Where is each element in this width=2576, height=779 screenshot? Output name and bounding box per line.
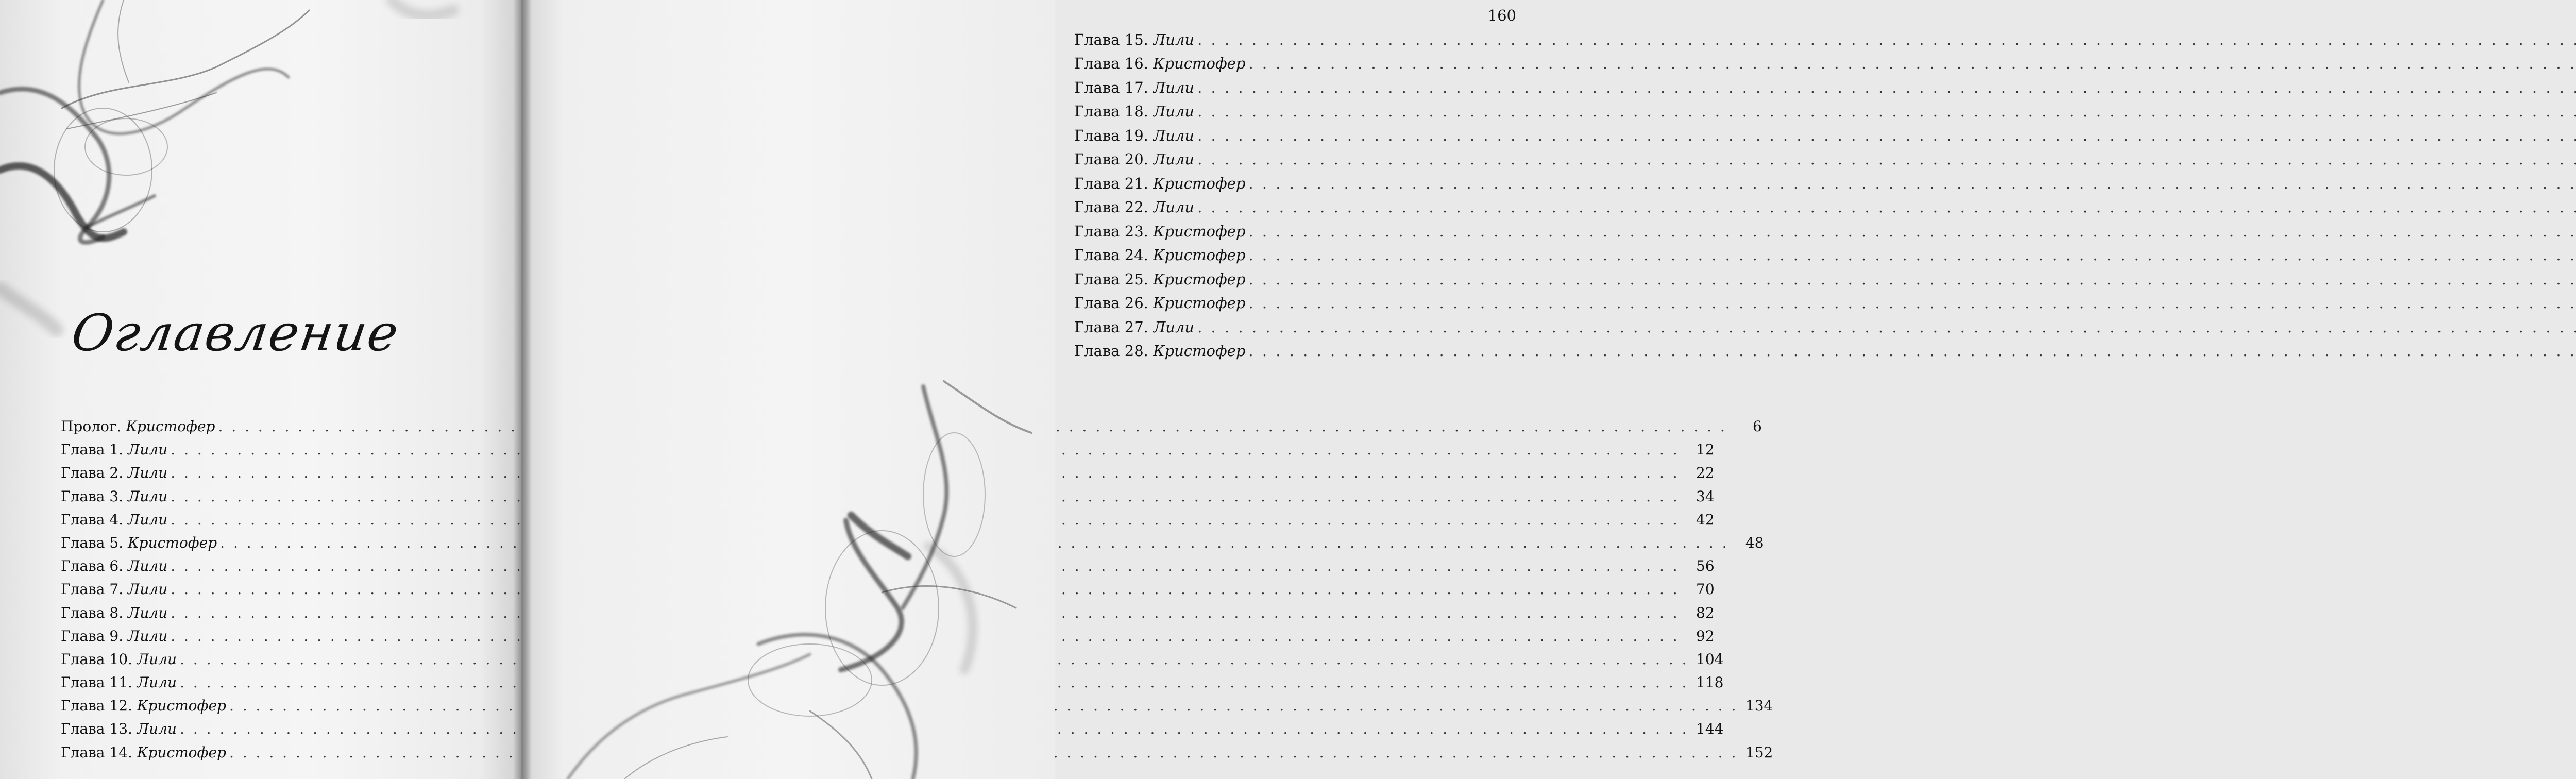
- toc-entry: [61, 557, 1715, 581]
- toc-entry-label: [1074, 127, 1194, 144]
- toc-page-number: 118: [1696, 674, 1724, 691]
- toc-entry-label: [61, 464, 167, 481]
- toc-narrator-name: Лили: [1153, 126, 1195, 144]
- toc-entry-label: [1074, 175, 1245, 192]
- toc-entry-label: [61, 697, 226, 714]
- toc-entry: [1074, 127, 1516, 151]
- toc-list-left: [61, 418, 1773, 767]
- toc-chapter-number: Глава 16.: [1074, 55, 1154, 72]
- toc-page-number: 56: [1696, 557, 1715, 575]
- toc-entry: [1074, 31, 1516, 55]
- right-page: [521, 0, 1516, 779]
- toc-narrator-name: Лили: [128, 464, 168, 482]
- toc-entry-label: [61, 557, 167, 574]
- toc-entry-label: [61, 488, 167, 505]
- toc-chapter-number: Глава 3.: [61, 487, 128, 505]
- toc-list-right: [1074, 7, 1516, 366]
- toc-dot-leader: [1248, 246, 2576, 264]
- toc-entry: [1074, 318, 1516, 343]
- toc-entry-label: [1074, 294, 1245, 312]
- toc-narrator-name: Лили: [1153, 78, 1195, 96]
- toc-narrator-name: Кристофер: [126, 418, 215, 435]
- toc-chapter-number: Глава 19.: [1074, 126, 1154, 144]
- toc-entry-label: [1074, 342, 1245, 360]
- toc-entry-label: [61, 628, 167, 645]
- toc-chapter-number: Глава 7.: [61, 581, 128, 598]
- toc-chapter-number: Глава 2.: [61, 464, 128, 482]
- toc-entry-label: [1074, 79, 1194, 96]
- toc-dot-leader: [1197, 79, 2576, 96]
- toc-entry-label: [1074, 223, 1245, 240]
- toc-entry: [61, 650, 1724, 674]
- book-spine-shadow: [513, 0, 532, 779]
- toc-entry: [1074, 342, 1516, 366]
- toc-narrator-name: Лили: [1153, 318, 1195, 336]
- toc-narrator-name: Лили: [128, 441, 168, 459]
- toc-entry: [1074, 103, 1516, 127]
- toc-chapter-number: Глава 17.: [1074, 78, 1154, 96]
- toc-narrator-name: Кристофер: [1153, 342, 1246, 360]
- toc-entry: [61, 743, 1773, 767]
- toc-narrator-name: Лили: [1153, 30, 1195, 48]
- toc-entry-label: [61, 441, 167, 458]
- toc-entry: [61, 674, 1724, 697]
- toc-entry: [61, 418, 1762, 441]
- toc-entry-label: [1074, 31, 1194, 48]
- toc-page-number: 160: [1487, 7, 1516, 24]
- toc-dot-leader: [1197, 150, 2576, 168]
- toc-entry: [1074, 270, 1516, 295]
- toc-entry-label: [61, 651, 177, 668]
- toc-chapter-number: Глава 5.: [61, 534, 128, 551]
- toc-entry-label: [61, 744, 226, 761]
- toc-dot-leader: [1248, 294, 2576, 312]
- toc-narrator-name: Лили: [128, 627, 168, 645]
- toc-entry-label: [61, 720, 177, 737]
- toc-narrator-name: Лили: [128, 604, 168, 621]
- toc-entry: [1074, 246, 1516, 270]
- toc-entry: [61, 581, 1715, 604]
- toc-entry: [61, 697, 1773, 720]
- toc-narrator-name: Лили: [1153, 103, 1195, 120]
- toc-dot-leader: [1197, 318, 2576, 336]
- toc-page-number: 134: [1745, 697, 1773, 715]
- toc-entry: [61, 720, 1724, 743]
- toc-chapter-number: Глава 27.: [1074, 318, 1154, 336]
- toc-page-number: 48: [1745, 534, 1764, 551]
- toc-narrator-name: Лили: [137, 720, 177, 738]
- toc-chapter-number: Глава 18.: [1074, 103, 1154, 120]
- toc-dot-leader: [1248, 223, 2576, 240]
- toc-entry: [1074, 223, 1516, 247]
- toc-entry-label: [1074, 318, 1194, 336]
- toc-chapter-number: Глава 8.: [61, 604, 128, 621]
- toc-narrator-name: Кристофер: [1153, 174, 1246, 192]
- toc-chapter-number: Глава 12.: [61, 697, 137, 715]
- toc-entry-label: [1074, 103, 1194, 120]
- toc-narrator-name: Лили: [1153, 198, 1195, 216]
- toc-narrator-name: Кристофер: [137, 743, 226, 761]
- toc-entry-label: [61, 534, 217, 551]
- toc-page-number: 82: [1696, 604, 1715, 621]
- toc-entry-label: [61, 604, 167, 621]
- toc-entry: [1074, 175, 1516, 199]
- toc-entry: [61, 627, 1715, 651]
- toc-page-number: 104: [1696, 650, 1724, 668]
- toc-entry: [1074, 79, 1516, 103]
- toc-page-number: 152: [1745, 743, 1773, 761]
- toc-chapter-number: Глава 11.: [61, 674, 137, 691]
- toc-entry: [61, 487, 1715, 511]
- toc-dot-leader: [1248, 270, 2576, 288]
- toc-entry: [1074, 198, 1516, 223]
- toc-narrator-name: Кристофер: [1153, 55, 1246, 72]
- toc-chapter-number: Глава 23.: [1074, 222, 1154, 240]
- toc-narrator-name: Лили: [128, 487, 168, 505]
- toc-page-number: 6: [1753, 418, 1762, 435]
- toc-entry: [61, 464, 1715, 487]
- toc-chapter-number: Глава 21.: [1074, 174, 1154, 192]
- toc-chapter-number: Глава 20.: [1074, 150, 1154, 168]
- toc-page-number: 12: [1696, 441, 1715, 459]
- toc-entry-label: [61, 511, 167, 528]
- toc-narrator-name: Лили: [137, 650, 177, 668]
- toc-entry: [61, 534, 1764, 557]
- toc-entry-label: [1074, 246, 1245, 264]
- toc-narrator-name: Кристофер: [1153, 246, 1246, 264]
- toc-dot-leader: [1197, 127, 2576, 144]
- toc-chapter-number: Глава 22.: [1074, 198, 1154, 216]
- toc-narrator-name: Лили: [128, 511, 168, 528]
- toc-page-number: 70: [1696, 581, 1715, 598]
- toc-page-number: 92: [1696, 627, 1715, 645]
- toc-entry-label: [1074, 198, 1194, 216]
- toc-chapter-number: Глава 25.: [1074, 270, 1154, 288]
- toc-entry-label: [61, 418, 215, 435]
- toc-page-number: 42: [1696, 511, 1715, 528]
- toc-chapter-number: Глава 1.: [61, 441, 128, 459]
- toc-dot-leader: [1248, 175, 2576, 192]
- toc-entry: [1074, 55, 1516, 79]
- toc-entry: [1074, 150, 1516, 175]
- smoke-decoration-bottom-right: [521, 0, 1055, 779]
- toc-narrator-name: Кристофер: [1153, 294, 1246, 312]
- toc-page-number: 144: [1696, 720, 1724, 738]
- toc-chapter-number: Глава 10.: [61, 650, 137, 668]
- toc-entry: [1074, 7, 1516, 31]
- toc-entry-label: [61, 581, 167, 598]
- toc-dot-leader: [1197, 31, 2576, 48]
- toc-chapter-number: Глава 13.: [61, 720, 137, 738]
- toc-entry: [1074, 294, 1516, 318]
- toc-dot-leader: [1197, 198, 2576, 216]
- toc-entry: [61, 511, 1715, 534]
- toc-narrator-name: Лили: [128, 581, 168, 598]
- toc-entry: [61, 441, 1715, 464]
- toc-narrator-name: Кристофер: [128, 534, 217, 551]
- toc-narrator-name: Лили: [1153, 150, 1195, 168]
- toc-entry-label: [1074, 150, 1194, 168]
- toc-narrator-name: Кристофер: [1153, 270, 1246, 288]
- toc-chapter-number: Глава 9.: [61, 627, 128, 645]
- toc-page-number: 34: [1696, 487, 1715, 505]
- toc-narrator-name: Лили: [128, 557, 168, 575]
- toc-page-number: 22: [1696, 464, 1715, 482]
- toc-dot-leader: [1197, 103, 2576, 120]
- toc-chapter-number: Глава 15.: [1074, 30, 1154, 48]
- toc-chapter-number: Глава 4.: [61, 511, 128, 528]
- toc-entry-label: [1074, 270, 1245, 288]
- toc-chapter-number: Глава 6.: [61, 557, 128, 575]
- toc-entry-label: [61, 674, 177, 691]
- toc-dot-leader: [1248, 342, 2576, 360]
- toc-narrator-name: Кристофер: [1153, 222, 1246, 240]
- toc-entry-label: [1074, 55, 1245, 72]
- toc-chapter-number: Глава 28.: [1074, 342, 1154, 360]
- toc-narrator-name: Кристофер: [137, 697, 226, 715]
- toc-entry: [61, 604, 1715, 628]
- toc-chapter-number: Пролог.: [61, 418, 126, 435]
- toc-title: Оглавление: [67, 304, 403, 363]
- toc-chapter-number: Глава 14.: [61, 743, 137, 761]
- toc-narrator-name: Лили: [137, 674, 177, 691]
- toc-dot-leader: [1248, 55, 2576, 72]
- toc-chapter-number: Глава 24.: [1074, 246, 1154, 264]
- toc-chapter-number: Глава 26.: [1074, 294, 1154, 312]
